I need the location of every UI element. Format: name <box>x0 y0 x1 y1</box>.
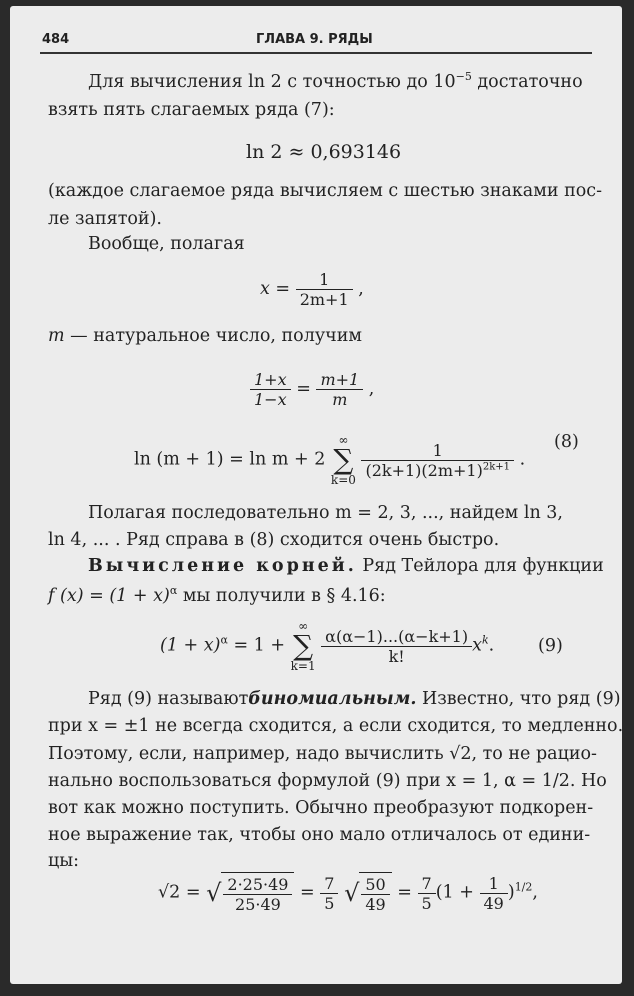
paragraph-2-line-2: ле запятой). <box>48 209 162 229</box>
summation: ∞ ∑ k=0 <box>330 433 356 487</box>
paragraph-7-line-4: нально воспользоваться формулой (9) при x = 1, α = 1/2. Но <box>48 771 607 791</box>
paragraph-2-line-1: (каждое слагаемое ряда вычисляем с шестью знаками пос- <box>48 181 602 201</box>
section-heading: Вычисление корней. <box>88 556 357 576</box>
paragraph-4: m — натуральное число, получим <box>48 326 362 346</box>
paragraph-6-line-2: f $(x) = (1 + x)^\alpha$ мы получили в § 4.16: <box>48 584 386 606</box>
equation-tag-8: (8) <box>554 432 579 452</box>
header-rule <box>40 52 592 54</box>
formula-9: $(1 + x)^\alpha = 1$ + ∞ ∑ k=1 $\frac{\alpha(\alpha-1)...(\alpha-k+1)}{k!}$ $x^k$. <box>160 619 495 673</box>
summation: ∞ ∑ k=1 <box>290 619 316 673</box>
paragraph-7-line-3: Поэтому, если, например, надо вычислить √2, то не рацио- <box>48 744 597 764</box>
paragraph-7-line-5: вот как можно поступить. Обычно преобразуют подкорен- <box>48 798 594 818</box>
book-page <box>10 6 622 984</box>
paragraph-7-line-6: ное выражение так, чтобы оно мало отличалось от едини- <box>48 825 591 845</box>
formula-x-def: x = $\frac{1}{2m+1}$ , <box>260 270 364 309</box>
paragraph-7-line-7: цы: <box>48 851 80 871</box>
paragraph-5-line-2: ln 4, ... . Ряд справа в (8) сходится очень быстро. <box>48 530 500 550</box>
paragraph-7-line-1: Ряд (9) называютбиномиальным. Известно, что ряд (9) <box>88 689 621 709</box>
paragraph-5-line-1: Полагая последовательно m = 2, 3, ..., найдем ln 3, <box>88 503 563 523</box>
formula-ln2: ln 2 ≈ 0,693146 <box>246 141 402 163</box>
page-number: 484 <box>42 32 70 47</box>
equation-tag-9: (9) <box>538 636 563 656</box>
formula-ratio: $\frac{1+x}{1-x}$ = $\frac{m+1}{m}$ , <box>250 370 374 409</box>
formula-8: ln (m + 1) = ln m + 2 ∞ ∑ k=0 $\frac{1}{(2k+1)(2m+1)^{2k+1}}$ . <box>134 433 526 487</box>
running-head: ГЛАВА 9. РЯДЫ <box>256 32 373 47</box>
paragraph-6-line-1: Вычисление корней. Ряд Тейлора для функции <box>88 556 604 576</box>
paragraph-3: Вообще, полагая <box>88 234 245 254</box>
paragraph-1-line-1: Для вычисления ln 2 с точностью до $10^{-5}$ достаточно <box>88 70 583 92</box>
paragraph-1-line-2: взять пять слагаемых ряда (7): <box>48 100 335 120</box>
paragraph-7-line-2: при x = ±1 не всегда сходится, а если сходится, то медленно. <box>48 716 624 736</box>
formula-sqrt2: √2 = √ $\frac{2\cdot 25\cdot 49}{25\cdot 49}$ = $\frac{7}{5}$ √ $\frac{50}{49}$ = $\frac{7}{5}$ (1 + $\frac{1}{49}$ )$^{1/2}$, <box>158 873 538 914</box>
fraction: $\frac{1}{2m+1}$ <box>296 270 353 309</box>
